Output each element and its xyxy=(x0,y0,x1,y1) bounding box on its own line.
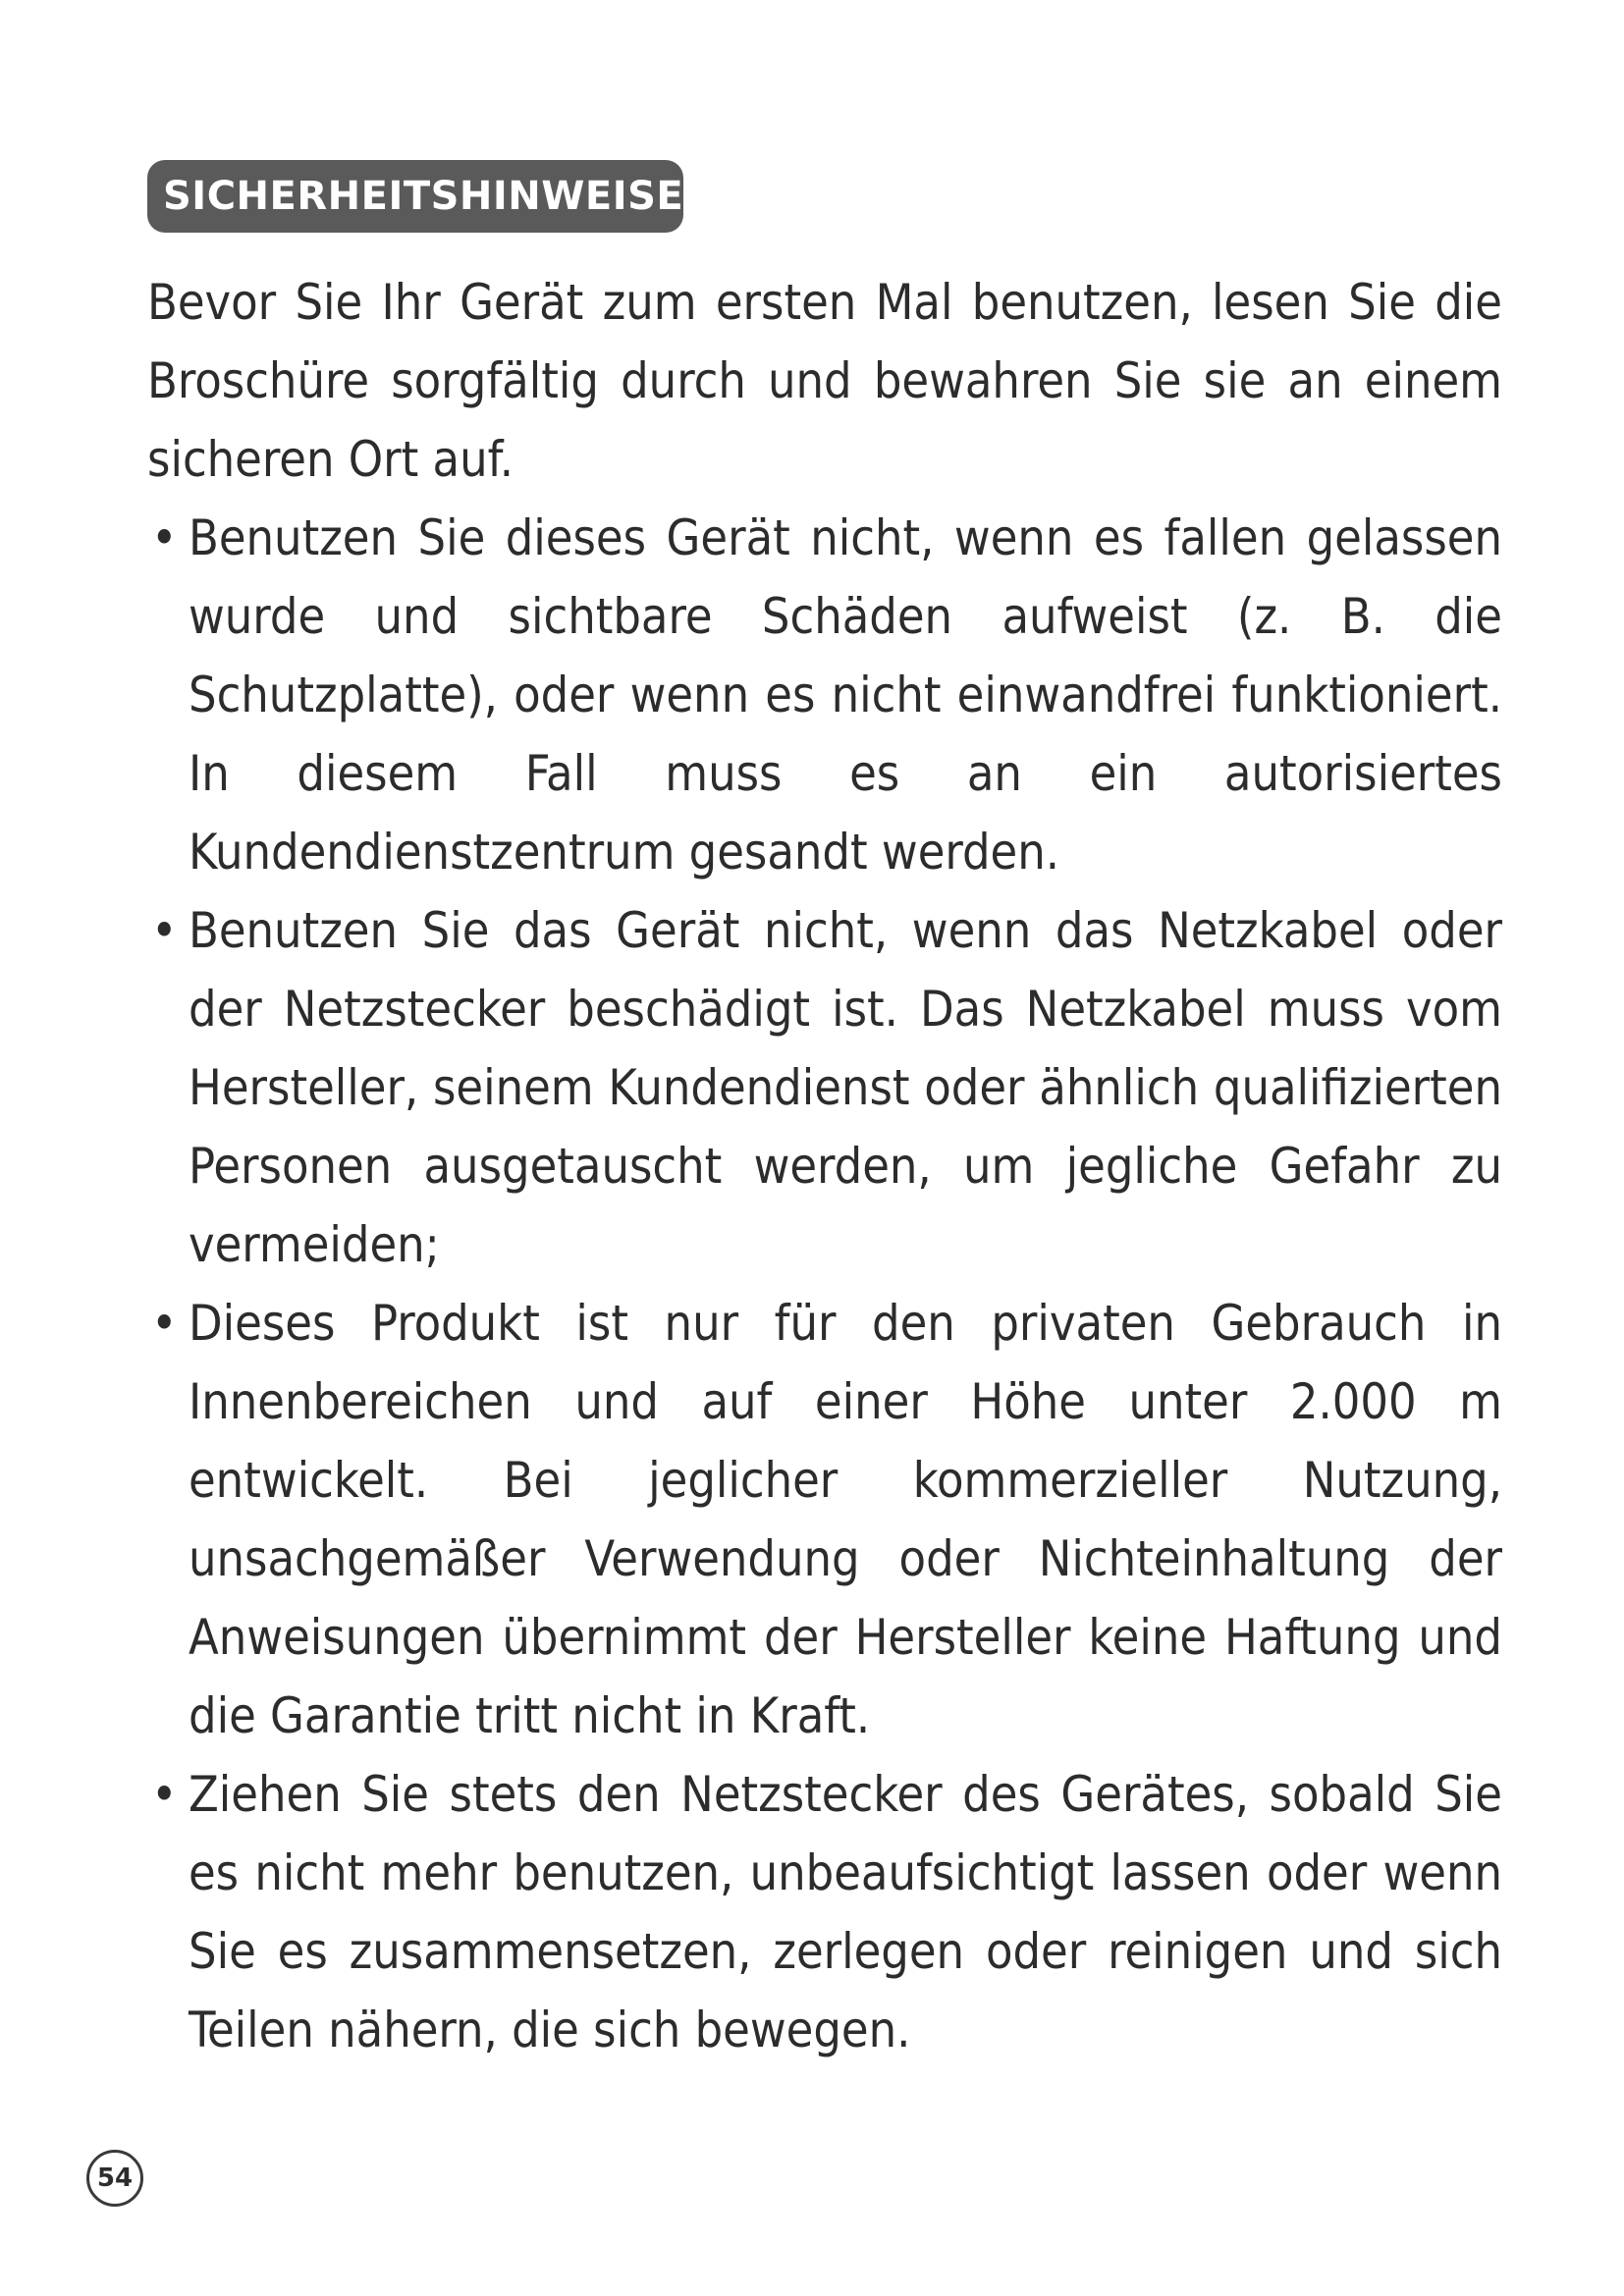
page-number: 54 xyxy=(86,2150,143,2207)
list-item-text: Benutzen Sie das Gerät nicht, wenn das Netzkabel oder der Netzstecker beschädigt ist. Das Netzkabel muss vom Hersteller, seinem Kundendienst oder ähnlich qualifizierten Personen ausgetauscht werden, um jegliche Gefahr zu vermeiden; xyxy=(189,902,1502,1273)
list-item-text: Dieses Produkt ist nur für den privaten Gebrauch in Innenbereichen und auf einer Höhe unter 2.000 m entwickelt. Bei jeglicher kommerzieller Nutzung, unsachgemäßer Verwendung oder Nichteinhaltung der Anweisungen übernimmt der Hersteller keine Haftung und die Garantie tritt nicht in Kraft. xyxy=(189,1295,1502,1744)
list-item-text: Ziehen Sie stets den Netzstecker des Gerätes, sobald Sie es nicht mehr benutzen, unbeaufsichtigt lassen oder wenn Sie es zusammensetzen, zerlegen oder reinigen und sich Teilen nähern, die sich bewegen. xyxy=(189,1766,1502,2058)
list-item-text: Benutzen Sie dieses Gerät nicht, wenn es fallen gelassen wurde und sichtbare Schäden aufweist (z. B. die Schutzplatte), oder wenn es nicht einwandfrei funktioniert. In diesem Fall muss es an ein autorisiertes Kundendienstzentrum gesandt werden. xyxy=(189,509,1502,881)
list-item xyxy=(147,1755,1502,2069)
bullet-icon: • xyxy=(151,509,178,566)
bullet-icon: • xyxy=(151,1295,178,1352)
safety-list xyxy=(147,499,1502,2069)
intro-paragraph: Bevor Sie Ihr Gerät zum ersten Mal benutzen, lesen Sie die Broschüre sorgfältig durch und bewahren Sie sie an einem sicheren Ort auf. xyxy=(147,274,1502,488)
bullet-icon: • xyxy=(151,1766,178,1823)
list-item xyxy=(147,1284,1502,1755)
list-item xyxy=(147,891,1502,1284)
list-item xyxy=(147,499,1502,891)
content-body xyxy=(147,263,1502,2069)
section-header: SICHERHEITSHINWEISE xyxy=(147,160,683,233)
bullet-icon: • xyxy=(151,902,178,959)
